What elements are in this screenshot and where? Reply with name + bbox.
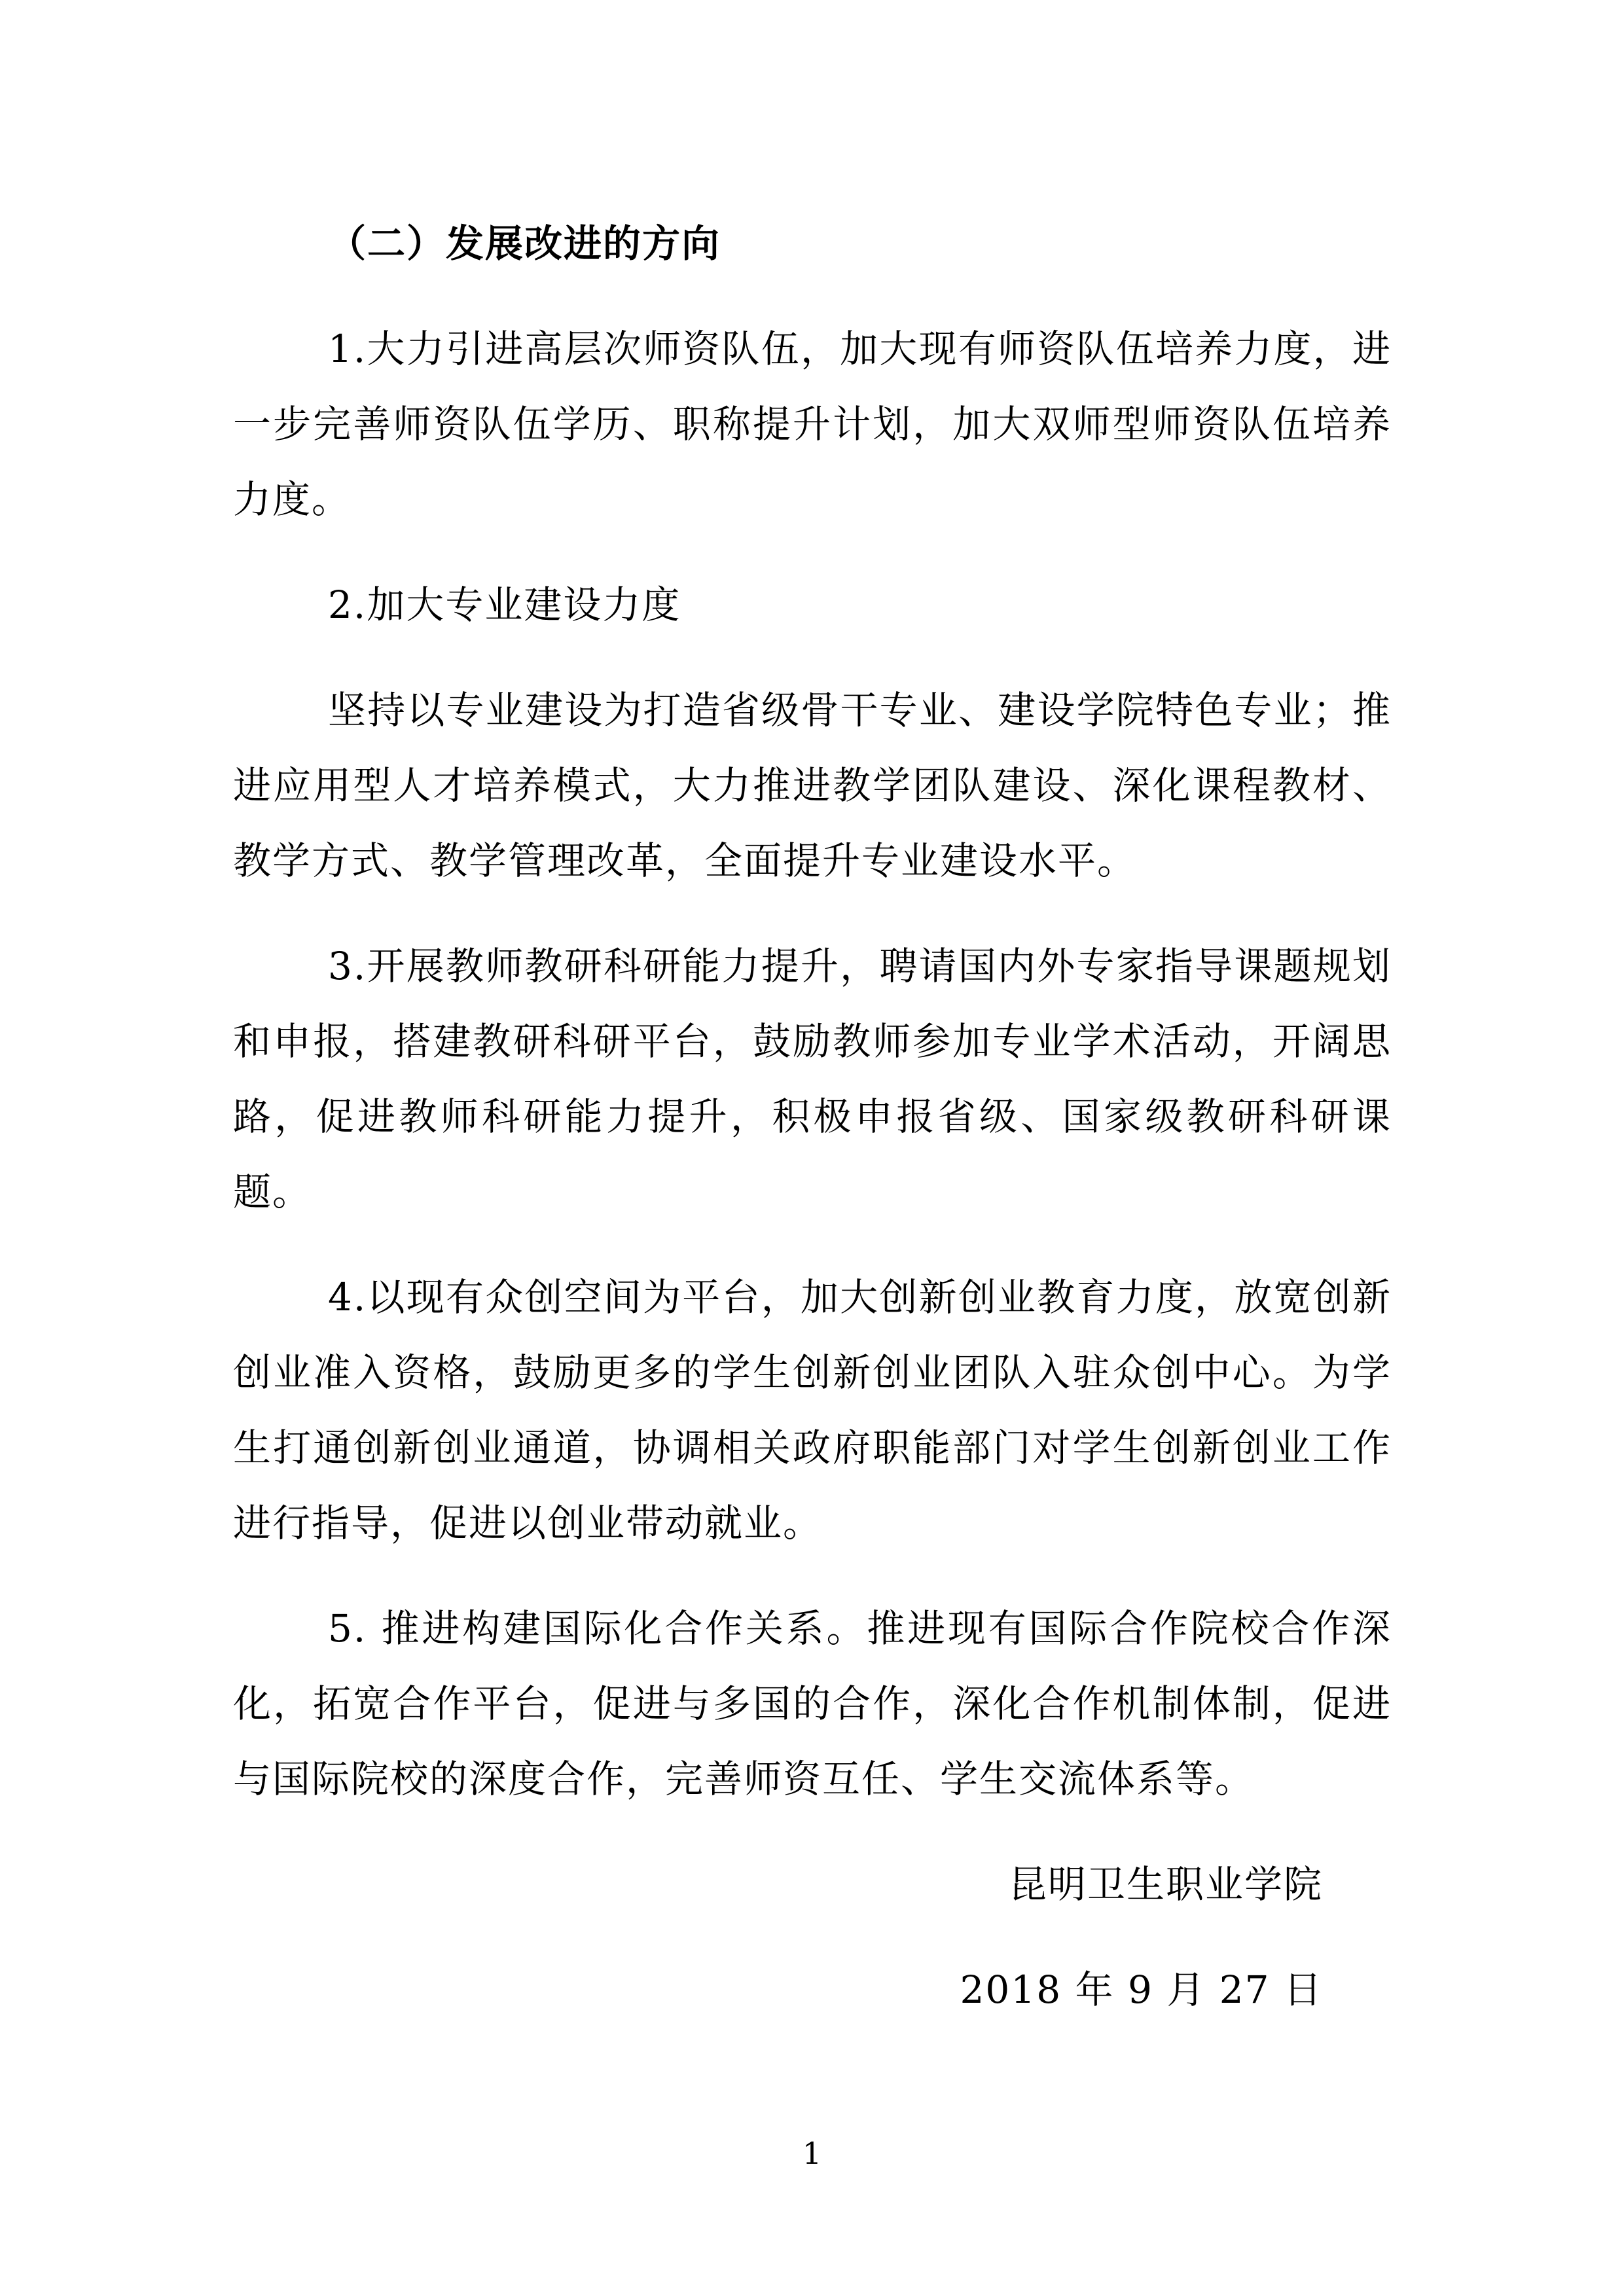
signature-org: 昆明卫生职业学院 — [1008, 1862, 1323, 1907]
body-paragraph: 5. 推进构建国际化合作关系。推进现有国际合作院校合作深化，拓宽合作平台，促进与多国的合作，深化合作机制体制，促进与国际院校的深度合作，完善师资互任、学生交流体系等。 — [233, 1606, 1392, 1801]
body-paragraph: 4.以现有众创空间为平台，加大创新创业教育力度，放宽创新创业准入资格，鼓励更多的学生创新创业团队入驻众创中心。为学生打通创新创业通道，协调相关政府职能部门对学生创新创业工作进行指导，促进以创业带动就业。 — [233, 1275, 1392, 1545]
body-paragraph: 2.加大专业建设力度 — [328, 583, 681, 627]
document-content — [233, 206, 1392, 2028]
page-number: 1 — [802, 2136, 822, 2171]
signature-date: 2018 年 9 月 27 日 — [960, 1967, 1323, 2012]
body-paragraph: 3.开展教师教研科研能力提升，聘请国内外专家指导课题规划和申报，搭建教研科研平台，鼓励教师参加专业学术活动，开阔思路，促进教师科研能力提升，积极申报省级、国家级教研科研课题。 — [233, 944, 1392, 1214]
body-paragraph: 1.大力引进高层次师资队伍，加大现有师资队伍培养力度，进一步完善师资队伍学历、职称提升计划，加大双师型师资队伍培养力度。 — [233, 327, 1392, 522]
section-heading: （二）发展改进的方向 — [328, 221, 721, 266]
body-paragraph: 坚持以专业建设为打造省级骨干专业、建设学院特色专业；推进应用型人才培养模式，大力推进教学团队建设、深化课程教材、教学方式、教学管理改革，全面提升专业建设水平。 — [233, 688, 1392, 883]
